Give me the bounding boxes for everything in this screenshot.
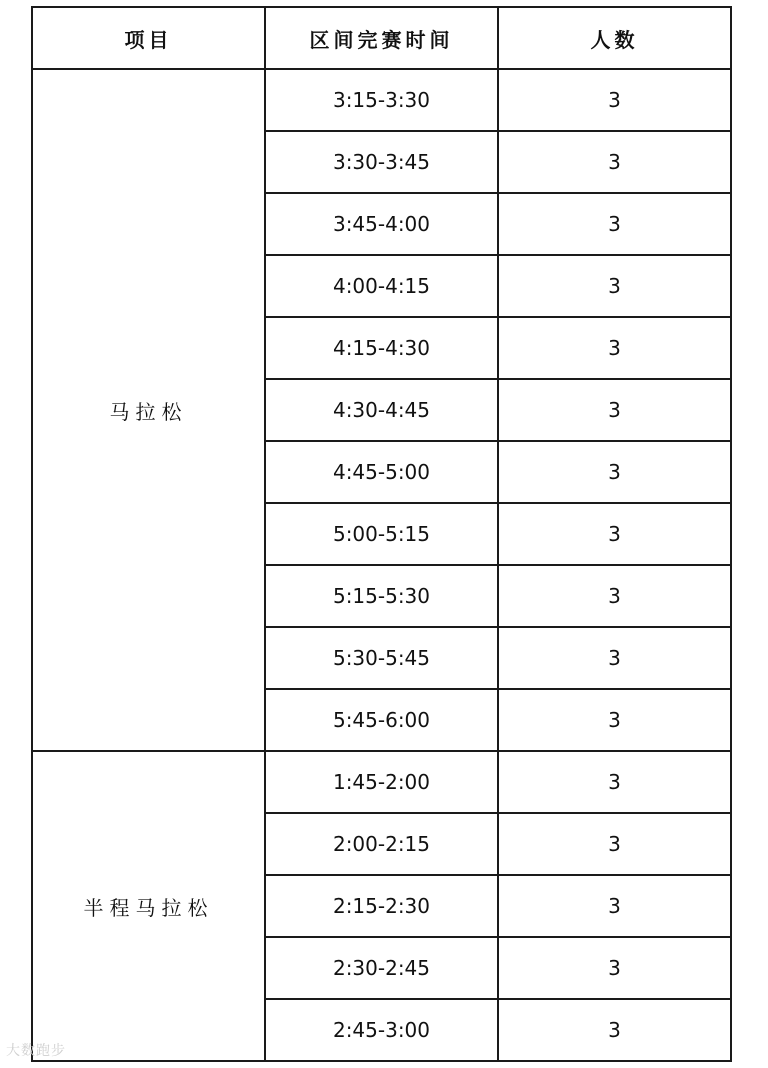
header-count: 人数	[498, 7, 731, 69]
header-event: 项目	[32, 7, 265, 69]
finish-time-cell: 5:45-6:00	[265, 689, 498, 751]
finish-time-cell: 3:30-3:45	[265, 131, 498, 193]
finish-time-cell: 5:00-5:15	[265, 503, 498, 565]
finish-time-cell: 4:45-5:00	[265, 441, 498, 503]
count-cell: 3	[498, 937, 731, 999]
finish-time-cell: 5:15-5:30	[265, 565, 498, 627]
finish-time-cell: 5:30-5:45	[265, 627, 498, 689]
finish-time-cell: 2:30-2:45	[265, 937, 498, 999]
finish-time-cell: 2:45-3:00	[265, 999, 498, 1061]
finish-time-cell: 2:15-2:30	[265, 875, 498, 937]
count-cell: 3	[498, 441, 731, 503]
table-body	[32, 69, 731, 1061]
count-cell: 3	[498, 565, 731, 627]
count-cell: 3	[498, 255, 731, 317]
count-cell: 3	[498, 689, 731, 751]
count-cell: 3	[498, 379, 731, 441]
count-cell: 3	[498, 751, 731, 813]
watermark: 大数跑步	[6, 1043, 66, 1059]
count-cell: 3	[498, 999, 731, 1061]
event-cell: 半程马拉松	[32, 751, 265, 1061]
count-cell: 3	[498, 69, 731, 131]
count-cell: 3	[498, 503, 731, 565]
table-header-row	[32, 7, 731, 69]
pace-group-table	[31, 6, 732, 1062]
count-cell: 3	[498, 875, 731, 937]
finish-time-cell: 4:30-4:45	[265, 379, 498, 441]
table-row	[32, 751, 731, 813]
header-finish-time: 区间完赛时间	[265, 7, 498, 69]
finish-time-cell: 3:45-4:00	[265, 193, 498, 255]
count-cell: 3	[498, 131, 731, 193]
event-cell: 马拉松	[32, 69, 265, 751]
count-cell: 3	[498, 193, 731, 255]
finish-time-cell: 4:00-4:15	[265, 255, 498, 317]
finish-time-cell: 2:00-2:15	[265, 813, 498, 875]
table-row	[32, 69, 731, 131]
count-cell: 3	[498, 627, 731, 689]
finish-time-cell: 3:15-3:30	[265, 69, 498, 131]
count-cell: 3	[498, 813, 731, 875]
count-cell: 3	[498, 317, 731, 379]
finish-time-cell: 1:45-2:00	[265, 751, 498, 813]
finish-time-cell: 4:15-4:30	[265, 317, 498, 379]
